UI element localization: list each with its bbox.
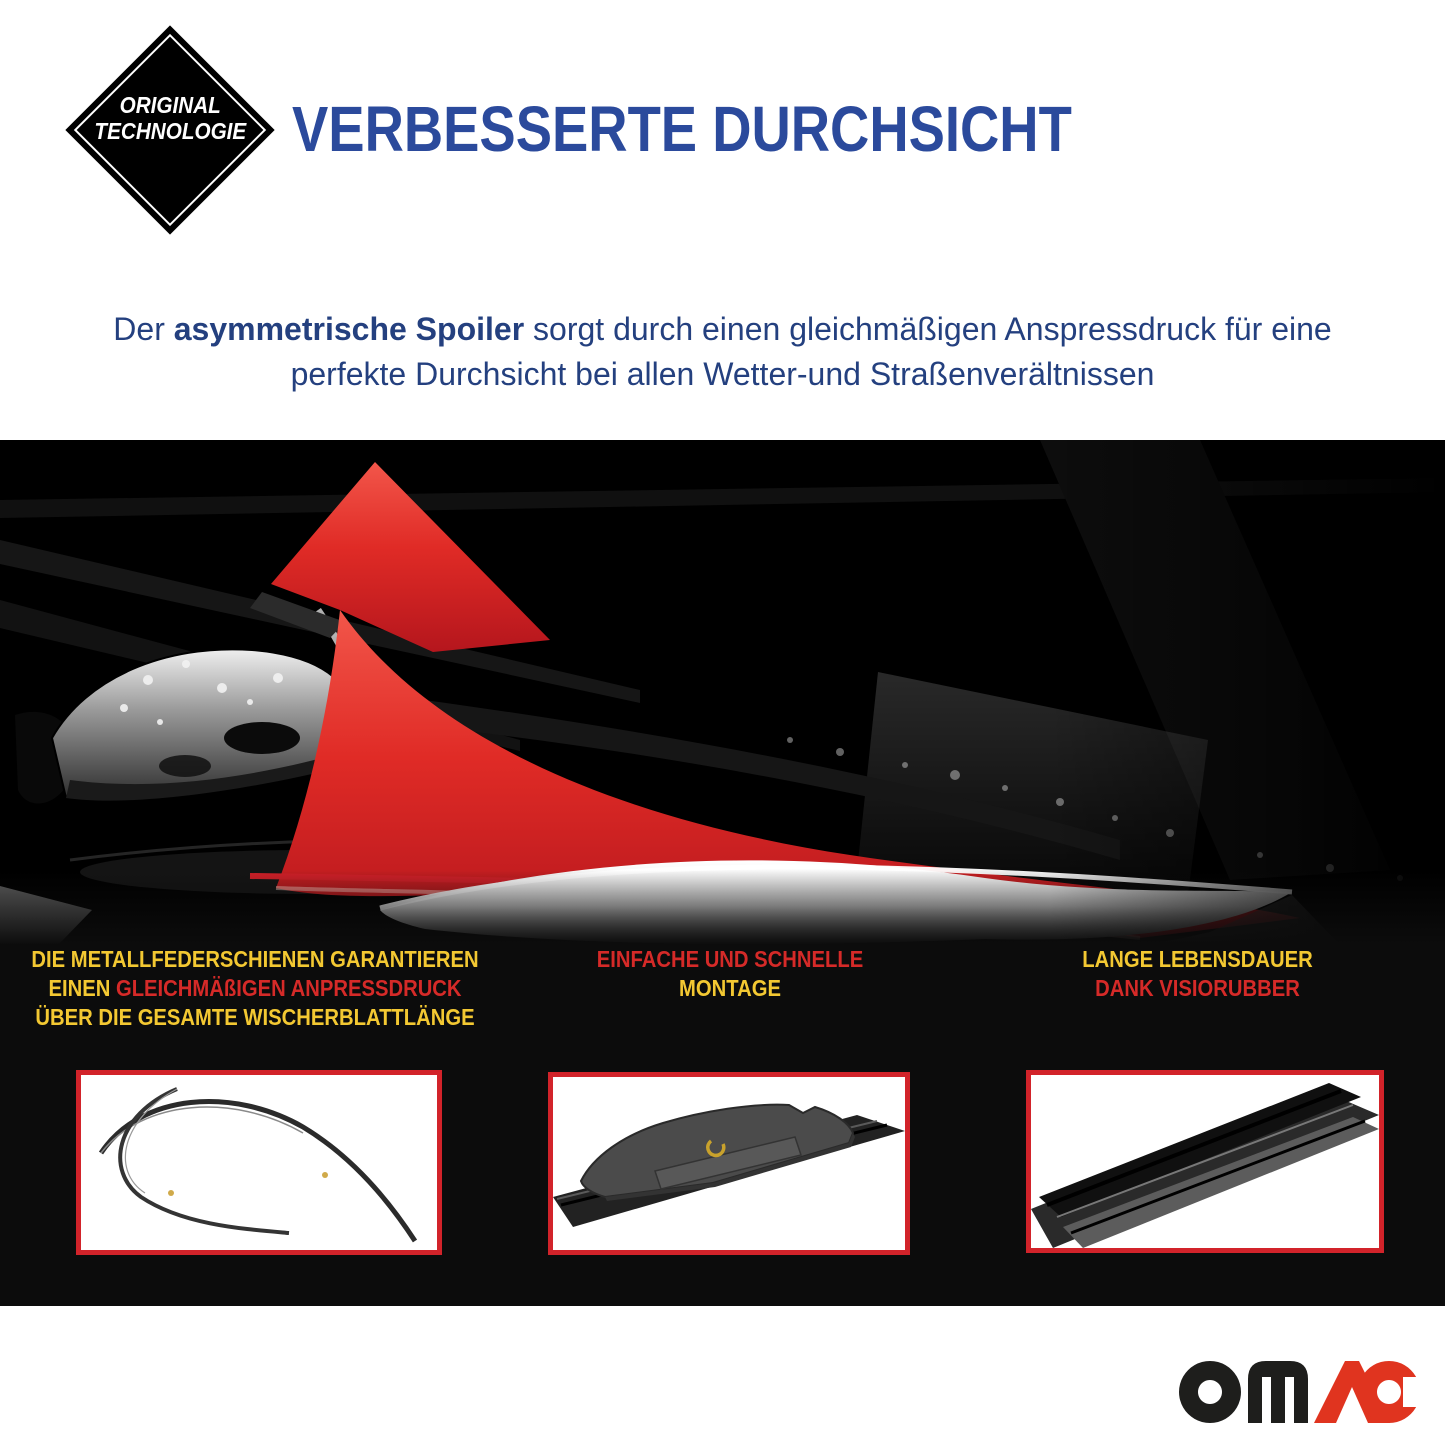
bottom-fade [0,870,1445,945]
feature-line: DIE METALLFEDERSCHIENEN GARANTIEREN [31,946,479,972]
feature-long-life [950,945,1445,1032]
feature-line: ÜBER DIE GESAMTE WISCHERBLATTLÄNGE [35,1004,475,1030]
intro-line2: perfekte Durchsicht bei allen Wetter-und Straßenverältnissen [290,356,1155,392]
original-technologie-badge [65,25,275,235]
logo-ac [1314,1361,1420,1423]
feature-metal-rails [0,945,510,1032]
thumbnail-metal-spring-rails [76,1070,442,1255]
intro-line1: Der asymmetrische Spoiler sorgt durch einen gleichmäßigen Anspressdruck für eine [113,311,1332,347]
adapter-image [553,1077,905,1250]
wiper-product-photo [0,440,1445,945]
intro-bold: asymmetrische Spoiler [173,311,525,347]
feature-easy-montage [510,945,950,1032]
logo-om [1179,1361,1308,1423]
feature-captions [0,945,1445,1032]
badge-line-2: TECHNOLOGIE [94,118,246,144]
footer [0,1306,1445,1445]
feature-line: DANK VISIORUBBER [1095,975,1300,1001]
thumbnail-visiorubber-blade [1026,1070,1384,1253]
product-showcase-section [0,440,1445,1306]
rubber-strip-image [1031,1075,1379,1248]
intro-text [0,307,1445,397]
badge-line-1: ORIGINAL [119,92,221,118]
right-fade [1050,440,1445,945]
omac-logo [1178,1357,1420,1425]
omac-logo-image [1178,1357,1420,1425]
badge-text [65,13,275,223]
page-title: VERBESSERTE DURCHSICHT [292,93,1072,165]
thumbnail-adapter-montage [548,1072,910,1255]
metal-rails-image [81,1075,437,1250]
feature-line: MONTAGE [679,975,781,1001]
feature-line: LANGE LEBENSDAUER [1082,946,1313,972]
feature-line: EINFACHE UND SCHNELLE [596,946,864,972]
feature-line: EINEN GLEICHMÄßIGEN ANPRESSDRUCK [48,975,462,1001]
